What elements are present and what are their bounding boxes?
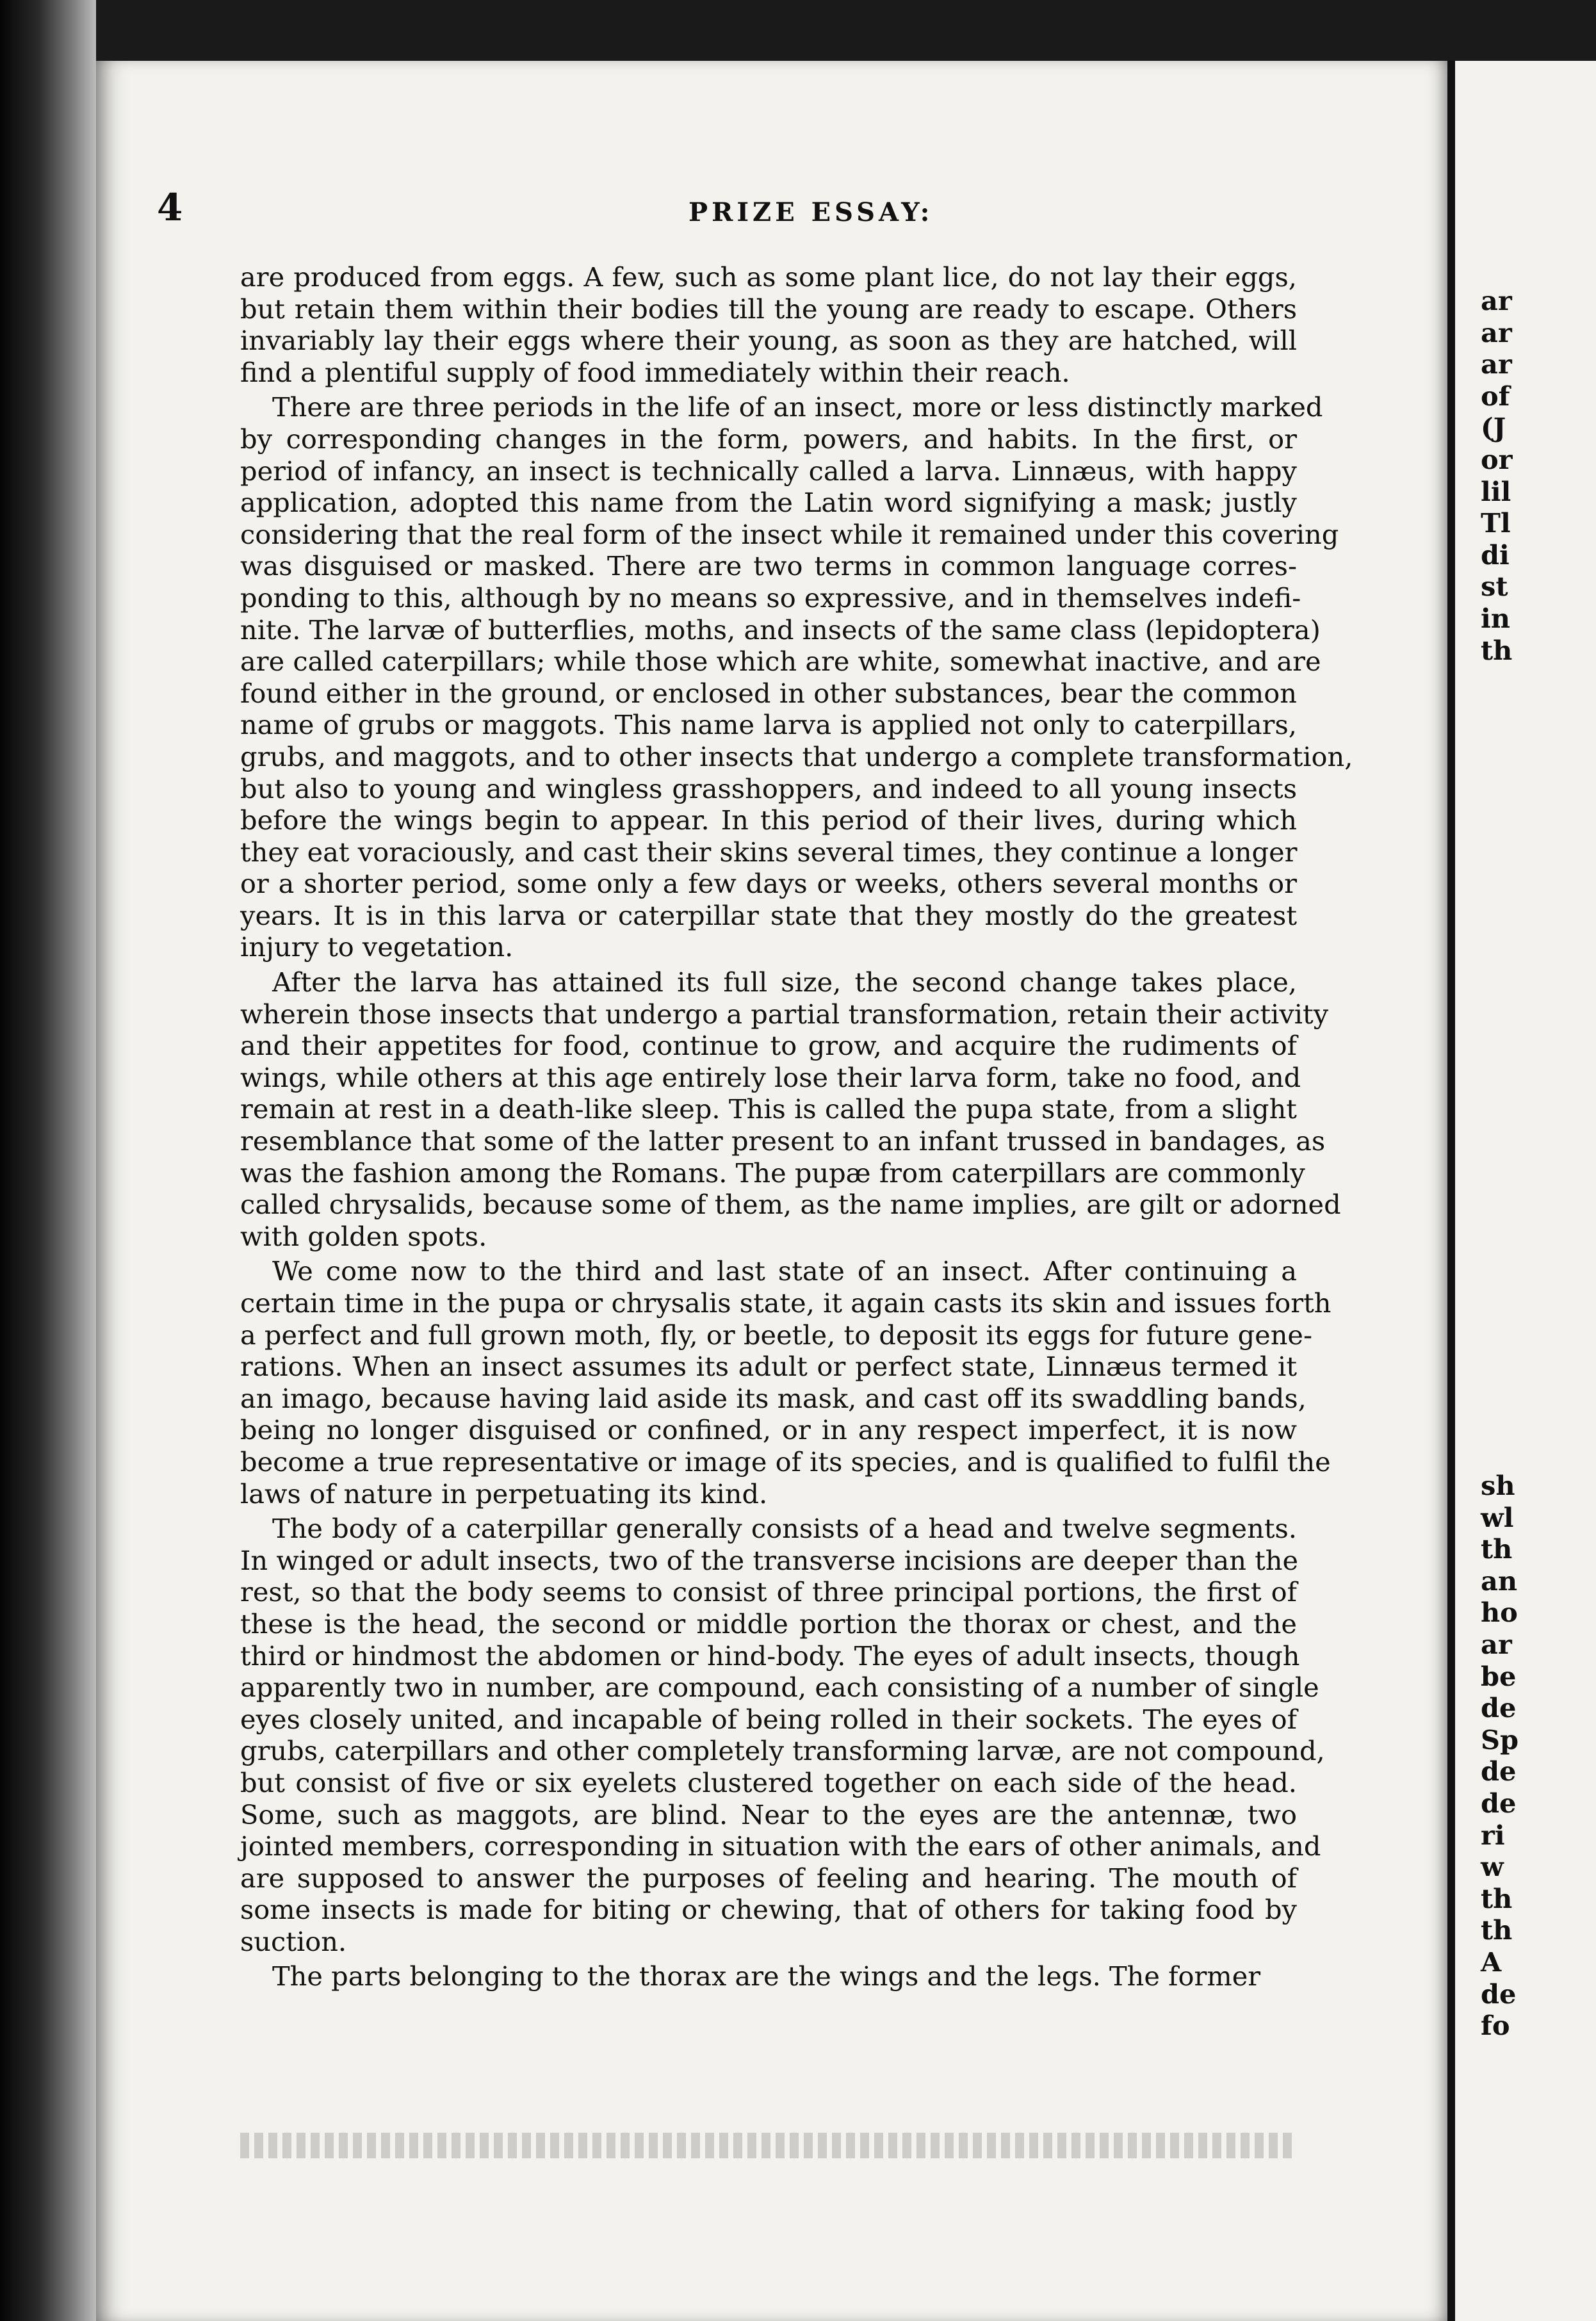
facing-page-fragment: st <box>1481 571 1508 603</box>
text-line: before the wings begin to appear. In this period of their lives, during which <box>240 804 1297 836</box>
text-line: with golden spots. <box>240 1220 487 1252</box>
facing-page-fragment: de <box>1481 1787 1517 1819</box>
paragraph <box>240 1513 1325 1957</box>
facing-page-fragment: in <box>1481 602 1510 634</box>
text-line: called chrysalids, because some of them, as the name implies, are gilt or adorned <box>240 1189 1341 1221</box>
facing-page-fragment: de <box>1481 1692 1517 1724</box>
text-line: application, adopted this name from the Latin word signifying a mask; justly <box>240 487 1297 519</box>
text-line: rations. When an insect assumes its adult or perfect state, Linnæus termed it <box>240 1351 1297 1383</box>
text-line: but retain them within their bodies till the young are ready to escape. Others <box>240 293 1297 325</box>
text-line: some insects is made for biting or chewing, that of others for taking food by <box>240 1894 1297 1926</box>
text-line: jointed members, corresponding in situation with the ears of other animals, and <box>240 1830 1321 1862</box>
facing-page-fragment: Sp <box>1481 1723 1519 1755</box>
text-line: by corresponding changes in the form, powers, and habits. In the first, or <box>240 423 1297 455</box>
text-line: or a shorter period, some only a few days or weeks, others several months or <box>240 868 1297 900</box>
text-line: The parts belonging to the thorax are the wings and the legs. The former <box>272 1960 1261 1992</box>
paragraph <box>240 1960 1297 1992</box>
facing-page-fragment: A <box>1481 1946 1502 1978</box>
paragraph <box>240 261 1297 388</box>
facing-page-fragment: ar <box>1481 348 1512 380</box>
facing-page-fragment: (J <box>1481 412 1506 444</box>
text-line: are supposed to answer the purposes of feeling and hearing. The mouth of <box>240 1862 1297 1894</box>
text-line: years. It is in this larva or caterpillar state that they mostly do the greatest <box>240 899 1297 931</box>
facing-page-fragment: ar <box>1481 285 1512 316</box>
facing-page-fragment: ho <box>1481 1597 1518 1629</box>
text-line: remain at rest in a death-like sleep. This is called the pupa state, from a slight <box>240 1093 1297 1125</box>
text-line: they eat voraciously, and cast their skins several times, they continue a longer <box>240 836 1298 868</box>
text-line: apparently two in number, are compound, each consisting of a number of single <box>240 1672 1319 1704</box>
running-head: PRIZE ESSAY: <box>688 197 934 227</box>
text-line: After the larva has attained its full size, the second change takes place, <box>272 966 1297 998</box>
facing-page-fragment: fo <box>1481 2010 1510 2042</box>
text-line: but also to young and wingless grasshoppers, and indeed to all young insects <box>240 772 1297 804</box>
facing-page-fragment: ri <box>1481 1819 1505 1851</box>
facing-page-fragment: of <box>1481 380 1510 412</box>
facing-page-fragments-top <box>1455 285 1596 666</box>
text-line: these is the head, the second or middle portion the thorax or chest, and the <box>240 1608 1297 1640</box>
text-line: injury to vegetation. <box>240 931 514 963</box>
text-line: are called caterpillars; while those which are white, somewhat inactive, and are <box>240 646 1321 678</box>
facing-page-fragment: de <box>1481 1755 1517 1788</box>
text-line: We come now to the third and last state of an insect. After continuing a <box>272 1255 1297 1287</box>
text-line: eyes closely united, and incapable of being rolled in their sockets. The eyes of <box>240 1703 1297 1735</box>
text-line: There are three periods in the life of an insect, more or less distinctly marked <box>272 391 1323 423</box>
facing-page-fragment: w <box>1481 1851 1504 1883</box>
text-line: Some, such as maggots, are blind. Near to the eyes are the antennæ, two <box>240 1798 1297 1830</box>
text-line: suction. <box>240 1925 347 1957</box>
paragraph <box>240 966 1341 1252</box>
text-line: being no longer disguised or confined, or in any respect imperfect, it is now <box>240 1414 1297 1446</box>
text-line: In winged or adult insects, two of the transverse incisions are deeper than the <box>240 1544 1299 1576</box>
text-line: find a plentiful supply of food immediately within their reach. <box>240 356 1070 388</box>
text-line: wings, while others at this age entirely lose their larva form, take no food, and <box>240 1061 1301 1093</box>
page-gutter <box>1447 61 1455 2321</box>
text-line: period of infancy, an insect is technically called a larva. Linnæus, with happy <box>240 455 1297 487</box>
text-line: grubs, and maggots, and to other insects that undergo a complete transformation, <box>240 740 1353 772</box>
facing-page-fragment: lil <box>1481 475 1511 507</box>
facing-page-fragment: de <box>1481 1978 1517 2010</box>
paragraph <box>240 1255 1331 1510</box>
facing-page-fragment: th <box>1481 1533 1513 1565</box>
text-line: become a true representative or image of its species, and is qualified to fulfil the <box>240 1446 1331 1478</box>
text-line: laws of nature in perpetuating its kind. <box>240 1478 768 1510</box>
text-line: found either in the ground, or enclosed in other substances, bear the common <box>240 677 1297 709</box>
text-line: resemblance that some of the latter present to an infant trussed in bandages, as <box>240 1125 1326 1157</box>
facing-page <box>1455 61 1596 2321</box>
text-line: and their appetites for food, continue to grow, and acquire the rudiments of <box>240 1030 1297 1062</box>
text-line: ponding to this, although by no means so expressive, and in themselves indefi- <box>240 582 1301 614</box>
facing-page-fragment: sh <box>1481 1470 1515 1501</box>
text-line: nite. The larvæ of butterflies, moths, and insects of the same class (lepidoptera) <box>240 614 1321 646</box>
facing-page-fragment: di <box>1481 539 1510 571</box>
text-line: a perfect and full grown moth, fly, or beetle, to deposit its eggs for future gene- <box>240 1319 1313 1351</box>
facing-page-fragment: Tl <box>1481 507 1511 539</box>
paragraph <box>240 391 1353 963</box>
book-spine-shadow <box>0 0 96 2321</box>
text-line: was the fashion among the Romans. The pupæ from caterpillars are commonly <box>240 1157 1305 1189</box>
facing-page-fragment: wl <box>1481 1501 1514 1533</box>
essay-body <box>240 261 1353 1996</box>
facing-page-fragment: th <box>1481 1882 1513 1914</box>
text-line: grubs, caterpillars and other completely transforming larvæ, are not compound, <box>240 1735 1325 1767</box>
text-line: but consist of five or six eyelets clustered together on each side of the head. <box>240 1766 1297 1798</box>
facing-page-fragment: an <box>1481 1565 1518 1597</box>
page-number: 4 <box>157 186 183 229</box>
facing-page-fragment: th <box>1481 634 1513 666</box>
text-line: was disguised or masked. There are two terms in common language corres- <box>240 550 1297 582</box>
text-line: an imago, because having laid aside its mask, and cast off its swaddling bands, <box>240 1382 1307 1414</box>
bleed-through-text <box>240 2133 1297 2158</box>
facing-page-fragment: th <box>1481 1914 1513 1946</box>
facing-page-fragment: or <box>1481 443 1513 475</box>
text-line: third or hindmost the abdomen or hind-body. The eyes of adult insects, though <box>240 1640 1300 1672</box>
facing-page-fragment: ar <box>1481 316 1512 348</box>
facing-page-fragment: be <box>1481 1660 1517 1692</box>
text-line: The body of a caterpillar generally consists of a head and twelve segments. <box>272 1513 1297 1545</box>
text-line: certain time in the pupa or chrysalis state, it again casts its skin and issues forth <box>240 1287 1331 1319</box>
text-line: rest, so that the body seems to consist of three principal portions, the first of <box>240 1576 1297 1608</box>
text-line: name of grubs or maggots. This name larva is applied not only to caterpillars, <box>240 709 1297 741</box>
text-line: are produced from eggs. A few, such as some plant lice, do not lay their eggs, <box>240 261 1297 293</box>
facing-page-fragment: ar <box>1481 1628 1512 1660</box>
text-line: invariably lay their eggs where their young, as soon as they are hatched, will <box>240 325 1297 357</box>
text-line: considering that the real form of the insect while it remained under this covering <box>240 518 1339 550</box>
text-line: wherein those insects that undergo a partial transformation, retain their activity <box>240 998 1329 1030</box>
facing-page-fragments-bottom <box>1455 1470 1596 2042</box>
